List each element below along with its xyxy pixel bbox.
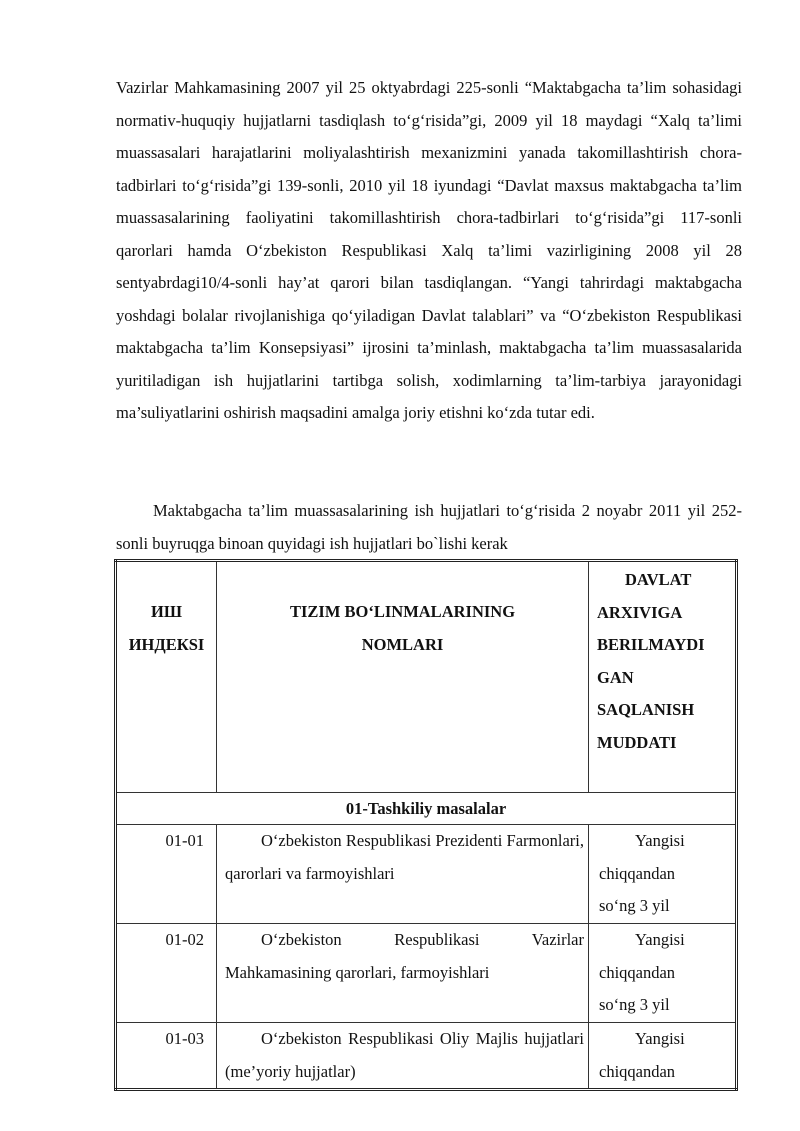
header-name (217, 561, 589, 793)
table-row (116, 825, 737, 924)
header-term-line4: GAN (597, 667, 634, 687)
row-index: 01-01 (116, 825, 217, 924)
header-name-line1: TIZIM BO‘LINMALARINING (289, 602, 516, 621)
header-term-line2: ARXIVIGA (597, 602, 683, 622)
row-name (217, 825, 589, 924)
row-index: 01-03 (116, 1023, 217, 1090)
row-term (589, 825, 737, 924)
table-row (116, 1023, 737, 1090)
header-index-line2: ИНДЕКSI (128, 634, 205, 654)
row-term-line3: so‘ng 3 yil (599, 896, 670, 915)
row-term-line1: Yangisi (635, 831, 685, 850)
row-term (589, 1023, 737, 1090)
row-term (589, 924, 737, 1023)
row-term-line2: chiqqandan (599, 1061, 676, 1081)
row-name-text: O‘zbekiston Respublikasi Prezidenti Farmonlari, qarorlari va farmoyishlari (225, 831, 584, 883)
row-name (217, 924, 589, 1023)
row-index: 01-02 (116, 924, 217, 1023)
row-term-line1: Yangisi (635, 1029, 685, 1048)
row-term-line2: chiqqandan (599, 863, 676, 883)
header-index (116, 561, 217, 793)
row-term-line3: so‘ng 3 yil (599, 995, 670, 1014)
header-term-line1: DAVLAT (625, 570, 692, 589)
table-header-row (116, 561, 737, 793)
header-term-line6: MUDDATI (597, 732, 677, 752)
documents-table (114, 559, 738, 1091)
row-name-text: O‘zbekiston Respublikasi Vazirlar Mahkamasining qarorlari, farmoyishlari (225, 930, 584, 982)
row-term-line2: chiqqandan (599, 962, 676, 982)
header-term-line3: BERILMAYDI (597, 635, 705, 654)
header-term-line5: SAQLANISH (597, 700, 695, 719)
row-term-line1: Yangisi (635, 930, 685, 949)
section-title: 01-Tashkiliy masalalar (116, 793, 737, 825)
row-name-text: O‘zbekiston Respublikasi Oliy Majlis hujjatlari (me’yoriy hujjatlar) (225, 1029, 584, 1081)
header-index-line1: ИШ (151, 602, 182, 621)
header-term (589, 561, 737, 793)
section-row (116, 793, 737, 825)
header-name-line2: NOMLARI (361, 634, 444, 654)
order-paragraph: Maktabgacha ta’lim muassasalarining ish hujjatlari to‘g‘risida 2 noyabr 2011 yil 252-sonli buyruqga binoan quyidagi ish hujjatlari bo`lishi kerak (116, 501, 742, 553)
row-name (217, 1023, 589, 1090)
table-row (116, 924, 737, 1023)
intro-paragraph: Vazirlar Mahkamasining 2007 yil 25 oktyabrdagi 225-sonli “Maktabgacha ta’lim sohasidagi normativ-huquqiy hujjatlarni tasdiqlash to‘g‘risida”gi, 2009 yil 18 maydagi “Xalq ta’limi muassasalari harajatlarini moliyalashtirish mexanizmini yanada takomillashtirish chora-tadbirlari to‘g‘risida”gi 139-sonli, 2010 yil 18 iyundagi “Davlat maxsus maktabgacha ta’lim muassasalarining faoliyatini takomillashtirish chora-tadbirlari to‘g‘risida”gi 117-sonli qarorlari hamda O‘zbekiston Respublikasi Xalq ta’limi vazirligining 2008 yil 28 sentyabrdagi10/4-sonli hay’at qarori bilan tasdiqlangan. “Yangi tahrirdagi maktabgacha yoshdagi bolalar rivojlanishiga qo‘yiladigan Davlat talablari” va “O‘zbekiston Respublikasi maktabgacha ta’lim Konsepsiyasi” ijrosini ta’minlash, maktabgacha ta’lim muassasalarida yuritiladigan ish hujjatlarini tartibga solish, xodimlarning ta’lim-tarbiya jarayonidagi ma’suliyatlarini oshirish maqsadini amalga joriy etishni ko‘zda tutar edi. (116, 78, 742, 422)
